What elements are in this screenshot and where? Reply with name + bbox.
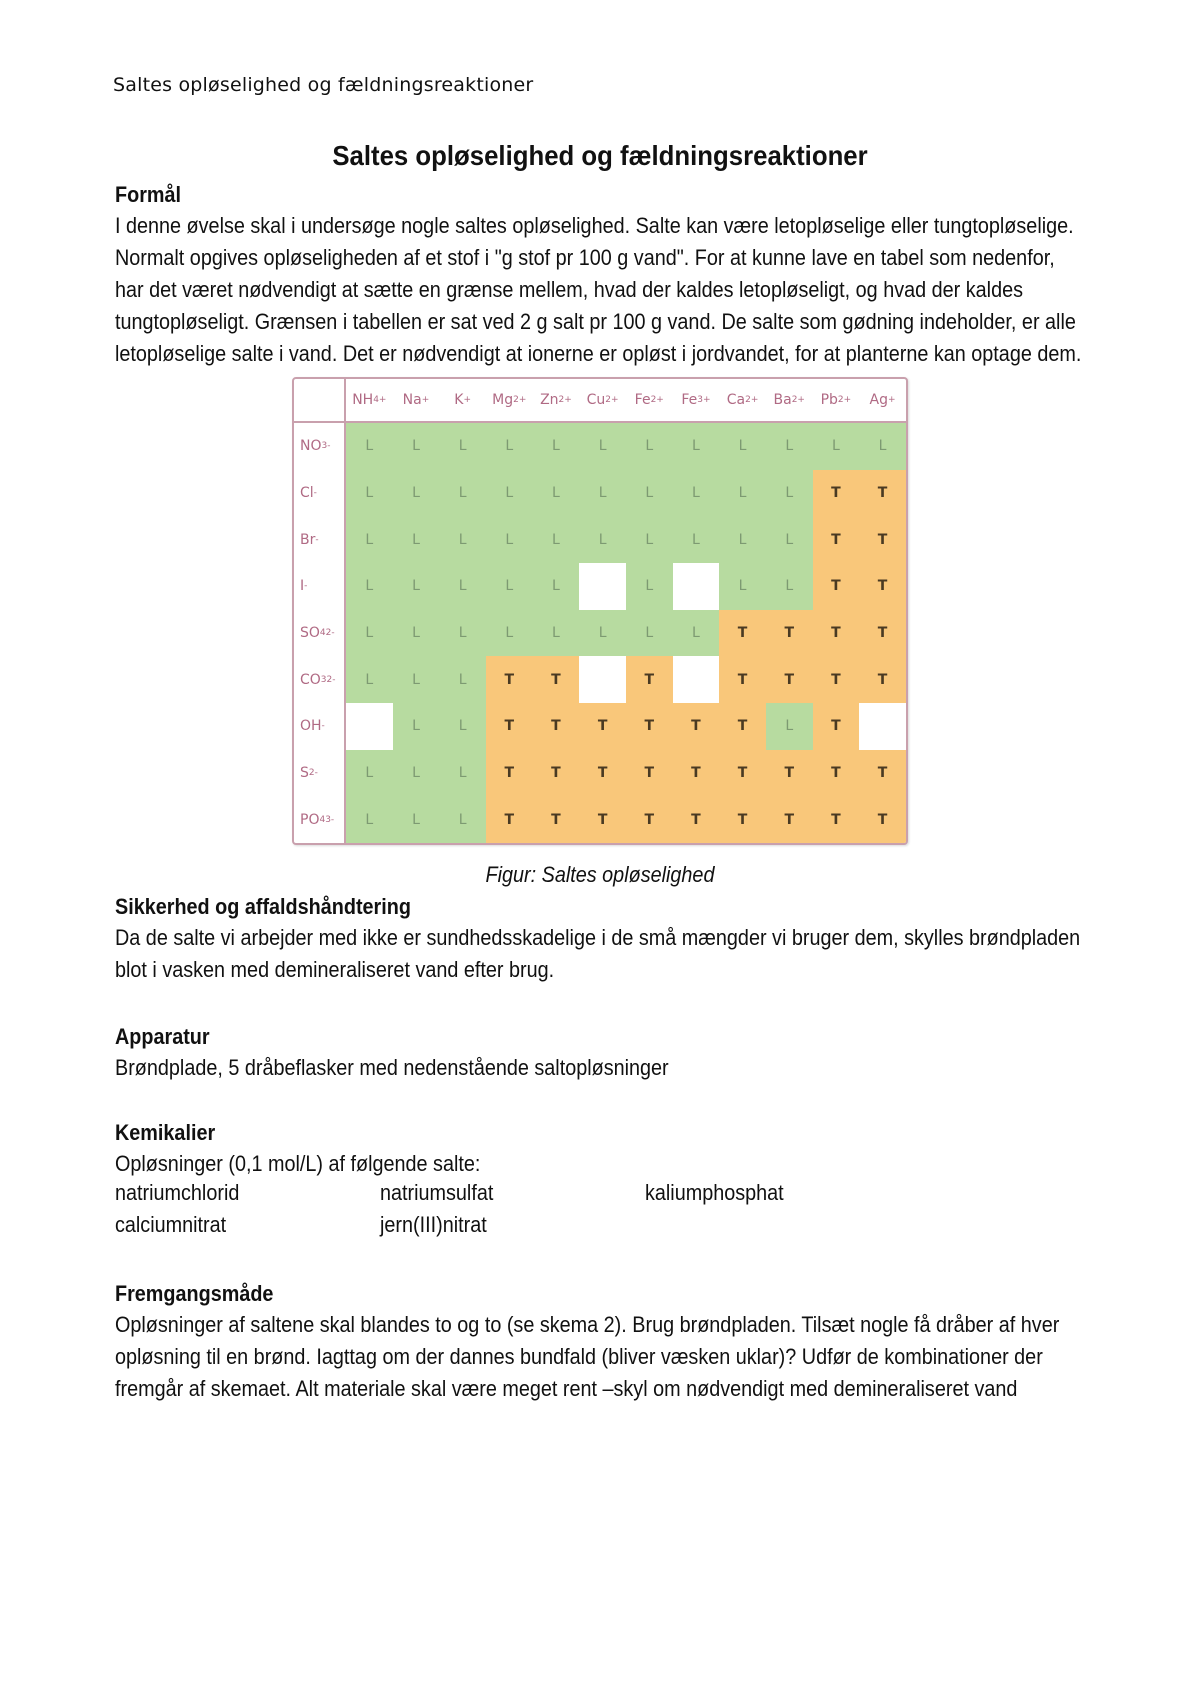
solubility-cell: T	[579, 796, 626, 843]
solubility-cell: T	[533, 796, 580, 843]
section-heading-sikkerhed: Sikkerhed og affaldshåndtering	[115, 894, 411, 919]
solubility-cell: L	[626, 563, 673, 610]
page-title: Saltes opløselighed og fældningsreaktioner	[332, 140, 868, 171]
figure-caption: Figur: Saltes opløselighed	[485, 862, 715, 887]
solubility-cell: T	[859, 656, 906, 703]
solubility-cell: T	[813, 750, 860, 797]
solubility-cell: L	[486, 516, 533, 563]
cation-header: K +	[439, 379, 486, 423]
solubility-cell: L	[439, 703, 486, 750]
anion-header: Br -	[294, 516, 346, 563]
solubility-cell: L	[439, 796, 486, 843]
solubility-cell: L	[533, 470, 580, 517]
section-heading-formaal: Formål	[115, 182, 182, 207]
solubility-cell: T	[486, 703, 533, 750]
apparatur-text: Brøndplade, 5 dråbeflasker med nedenstående saltopløsninger	[115, 1055, 669, 1080]
solubility-cell: T	[813, 610, 860, 657]
solubility-cell: T	[813, 516, 860, 563]
solubility-cell: L	[393, 796, 440, 843]
solubility-cell: T	[533, 750, 580, 797]
solubility-cell: T	[673, 796, 720, 843]
solubility-cell: L	[439, 656, 486, 703]
solubility-cell: L	[719, 470, 766, 517]
solubility-cell: L	[393, 750, 440, 797]
solubility-cell: L	[439, 563, 486, 610]
solubility-cell: T	[766, 796, 813, 843]
solubility-cell: L	[626, 610, 673, 657]
anion-header: SO 4 2-	[294, 610, 346, 657]
section-heading-kemikalier: Kemikalier	[115, 1120, 216, 1145]
anion-header: Cl -	[294, 470, 346, 517]
solubility-cell: L	[486, 423, 533, 470]
solubility-cell: T	[813, 796, 860, 843]
cation-header: Fe 2+	[626, 379, 673, 423]
solubility-cell: T	[813, 703, 860, 750]
solubility-cell: T	[626, 796, 673, 843]
solubility-cell: L	[346, 470, 393, 517]
solubility-cell: L	[673, 610, 720, 657]
solubility-cell: L	[486, 563, 533, 610]
section-heading-apparatur: Apparatur	[115, 1024, 210, 1049]
solubility-cell: L	[439, 750, 486, 797]
solubility-cell: L	[766, 563, 813, 610]
fremgang-paragraph	[115, 1309, 1059, 1405]
solubility-cell: L	[393, 470, 440, 517]
solubility-cell: L	[673, 470, 720, 517]
solubility-cell: L	[486, 610, 533, 657]
solubility-cell: L	[579, 470, 626, 517]
solubility-cell: T	[813, 656, 860, 703]
solubility-cell: T	[626, 656, 673, 703]
solubility-cell: L	[346, 516, 393, 563]
solubility-cell: L	[579, 610, 626, 657]
solubility-cell: L	[626, 423, 673, 470]
solubility-cell: L	[859, 423, 906, 470]
solubility-cell: T	[766, 610, 813, 657]
solubility-cell: T	[859, 563, 906, 610]
solubility-cell: L	[393, 516, 440, 563]
solubility-cell: T	[859, 796, 906, 843]
solubility-cell: L	[719, 423, 766, 470]
solubility-cell: L	[719, 516, 766, 563]
solubility-cell: L	[393, 703, 440, 750]
anion-header: I -	[294, 563, 346, 610]
solubility-cell: T	[719, 703, 766, 750]
cation-header: Ca 2+	[719, 379, 766, 423]
cation-header: Ba 2+	[766, 379, 813, 423]
solubility-cell: T	[719, 656, 766, 703]
solubility-cell: L	[673, 423, 720, 470]
solubility-cell: T	[579, 703, 626, 750]
solubility-cell	[579, 656, 626, 703]
solubility-cell: T	[486, 656, 533, 703]
solubility-cell	[346, 703, 393, 750]
solubility-cell: L	[346, 563, 393, 610]
anion-header: CO 3 2-	[294, 656, 346, 703]
solubility-cell: L	[533, 516, 580, 563]
solubility-cell: T	[673, 703, 720, 750]
solubility-cell: T	[719, 796, 766, 843]
solubility-cell: L	[486, 470, 533, 517]
solubility-cell: L	[533, 423, 580, 470]
solubility-cell: L	[813, 423, 860, 470]
solubility-cell: T	[533, 703, 580, 750]
solubility-cell: L	[393, 563, 440, 610]
solubility-cell	[859, 703, 906, 750]
solubility-cell	[673, 563, 720, 610]
solubility-cell	[673, 656, 720, 703]
text-line: I denne øvelse skal i undersøge nogle saltes opløselighed. Salte kan være letopløselige eller tungtopløselige.	[115, 213, 1074, 238]
solubility-cell: T	[766, 750, 813, 797]
solubility-cell: L	[626, 516, 673, 563]
solubility-cell: L	[766, 703, 813, 750]
solubility-cell: L	[533, 563, 580, 610]
solubility-cell: T	[486, 796, 533, 843]
cation-header: Zn 2+	[533, 379, 580, 423]
solubility-grid	[294, 379, 906, 843]
text-line: fremgår af skemaet. Alt materiale skal være meget rent –skyl om nødvendigt med demineraliseret vand	[115, 1376, 1018, 1401]
cation-header: Mg 2+	[486, 379, 533, 423]
solubility-cell: L	[346, 750, 393, 797]
chemical-item: natriumsulfat	[380, 1180, 494, 1205]
cation-header: Cu 2+	[579, 379, 626, 423]
solubility-cell: L	[719, 563, 766, 610]
solubility-cell: L	[579, 516, 626, 563]
solubility-cell	[579, 563, 626, 610]
solubility-cell: L	[393, 656, 440, 703]
solubility-cell: T	[626, 703, 673, 750]
solubility-cell: L	[346, 423, 393, 470]
solubility-cell: L	[346, 656, 393, 703]
text-line: opløsning til en brønd. Iagttag om der dannes bundfald (bliver væsken uklar)? Udfør de kombinationer der	[115, 1344, 1043, 1369]
solubility-cell: L	[766, 423, 813, 470]
solubility-cell: L	[439, 610, 486, 657]
text-line: Opløsninger af saltene skal blandes to og to (se skema 2). Brug brøndpladen. Tilsæt nogle få dråber af hver	[115, 1312, 1060, 1337]
text-line: har det været nødvendigt at sætte en grænse mellem, hvad der kaldes letopløseligt, og hvad der kaldes	[115, 277, 1023, 302]
kemikalier-intro: Opløsninger (0,1 mol/L) af følgende salte:	[115, 1151, 481, 1176]
anion-header: NO 3 -	[294, 423, 346, 470]
chemical-item: natriumchlorid	[115, 1180, 240, 1205]
solubility-cell: L	[393, 610, 440, 657]
solubility-cell: T	[626, 750, 673, 797]
solubility-cell: L	[766, 516, 813, 563]
page-header: Saltes opløselighed og fældningsreaktioner	[113, 74, 534, 96]
text-line: Normalt opgives opløseligheden af et stof i "g stof pr 100 g vand". For at kunne lave en tabel som nedenfor,	[115, 245, 1055, 270]
solubility-cell: L	[346, 796, 393, 843]
anion-header: S 2-	[294, 750, 346, 797]
solubility-cell: L	[439, 470, 486, 517]
solubility-cell: T	[673, 750, 720, 797]
cation-header: Fe 3+	[673, 379, 720, 423]
cation-header: NH 4+	[346, 379, 393, 423]
cation-header: Na +	[393, 379, 440, 423]
formaal-paragraph	[115, 210, 1081, 370]
solubility-cell: L	[533, 610, 580, 657]
section-heading-fremgang: Fremgangsmåde	[115, 1281, 274, 1306]
chemical-item: kaliumphosphat	[645, 1180, 784, 1205]
solubility-cell: L	[346, 610, 393, 657]
text-line: tungtopløseligt. Grænsen i tabellen er sat ved 2 g salt pr 100 g vand. De salte som gødning indeholder, er alle	[115, 309, 1076, 334]
solubility-cell: L	[626, 470, 673, 517]
solubility-cell: T	[859, 516, 906, 563]
anion-header: PO 4 3-	[294, 796, 346, 843]
solubility-table	[292, 377, 908, 845]
solubility-cell: T	[859, 470, 906, 517]
solubility-cell: T	[533, 656, 580, 703]
cation-header: Ag +	[859, 379, 906, 423]
text-line: blot i vasken med demineraliseret vand efter brug.	[115, 957, 555, 982]
solubility-cell: L	[439, 516, 486, 563]
cation-header: Pb 2+	[813, 379, 860, 423]
solubility-cell: T	[579, 750, 626, 797]
solubility-cell: L	[579, 423, 626, 470]
solubility-cell: L	[673, 516, 720, 563]
solubility-cell: T	[766, 656, 813, 703]
solubility-cell: L	[393, 423, 440, 470]
solubility-cell: T	[859, 610, 906, 657]
solubility-cell: T	[719, 750, 766, 797]
solubility-cell: T	[486, 750, 533, 797]
anion-header: OH -	[294, 703, 346, 750]
solubility-cell: L	[766, 470, 813, 517]
text-line: letopløselige salte i vand. Det er nødvendigt at ionerne er opløst i jordvandet, for at planterne kan optage dem.	[115, 341, 1082, 366]
solubility-cell: L	[439, 423, 486, 470]
solubility-cell: T	[859, 750, 906, 797]
solubility-cell: T	[813, 563, 860, 610]
sikkerhed-paragraph	[115, 922, 1080, 986]
chemical-item: jern(III)nitrat	[380, 1212, 487, 1237]
text-line: Da de salte vi arbejder med ikke er sundhedsskadelige i de små mængder vi bruger dem, skylles brøndpladen	[115, 925, 1081, 950]
chemical-item: calciumnitrat	[115, 1212, 227, 1237]
solubility-cell: T	[813, 470, 860, 517]
table-corner	[294, 379, 346, 423]
solubility-cell: T	[719, 610, 766, 657]
